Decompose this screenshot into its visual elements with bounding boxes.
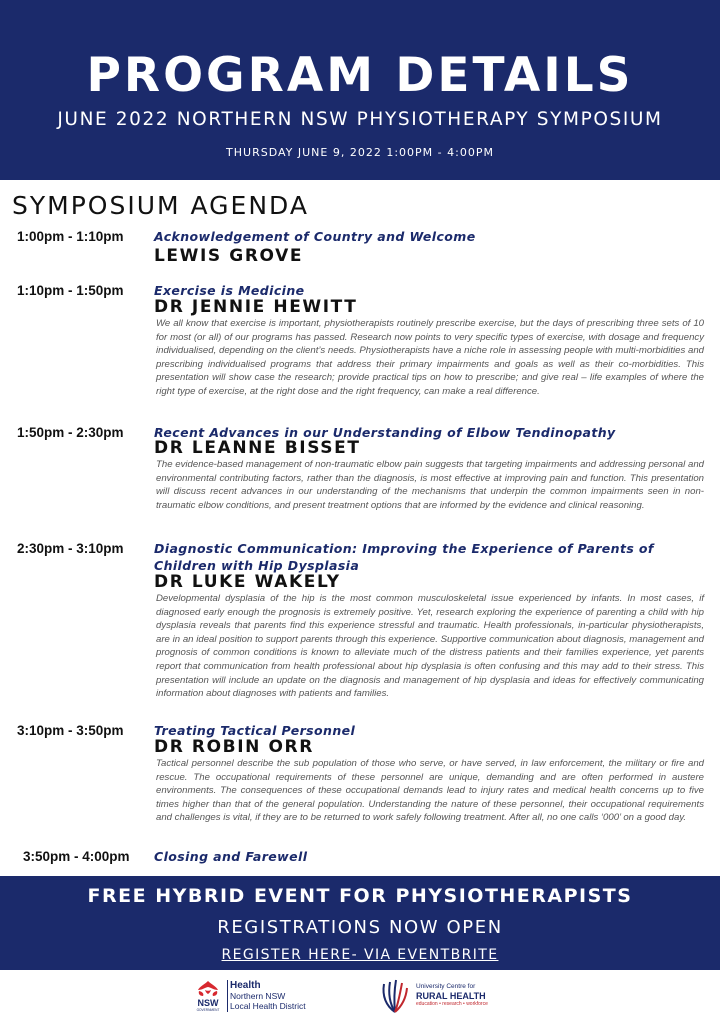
session-topic: Exercise is Medicine [154, 283, 305, 298]
session-time: 1:50pm - 2:30pm [17, 425, 124, 440]
session-topic: Diagnostic Communication: Improving the Experience of Parents of Children with Hip Dysplasia [154, 541, 654, 573]
session-speaker: DR ROBIN ORR [154, 737, 314, 757]
nsw-health-heading: Health [230, 980, 261, 991]
partner-logos [0, 972, 720, 1018]
session-description: The evidence-based management of non-traumatic elbow pain suggests that targeting impairments and addressing personal and environmental contributing factors, rather than the diagnosis, is most effective at improving pain and function. This presentation will discuss recent advances in our understanding of the mechanisms that underpin the common impairments seen in non-traumatic elbow conditions, and present treatment options that are informed by the evidence and clinical reasoning. [156, 459, 704, 511]
register-link-row [0, 946, 720, 964]
nsw-health-logo-text [230, 980, 306, 1011]
session-time: 3:10pm - 3:50pm [17, 723, 124, 738]
session-speaker: DR JENNIE HEWITT [154, 297, 358, 317]
session-time: 1:10pm - 1:50pm [17, 283, 124, 298]
svg-text:GOVERNMENT: GOVERNMENT [196, 1008, 220, 1012]
event-cost-heading: FREE HYBRID EVENT FOR PHYSIOTHERAPISTS [87, 885, 633, 907]
page-title: PROGRAM DETAILS [86, 48, 634, 103]
ucrh-logo-text [416, 983, 488, 1008]
session-topic: Treating Tactical Personnel [154, 723, 356, 738]
session-time: 1:00pm - 1:10pm [17, 229, 124, 244]
session-topic: Closing and Farewell [154, 849, 308, 864]
ucrh-line2: RURAL HEALTH [416, 991, 486, 1001]
session-description: Tactical personnel describe the sub population of those who serve, or have served, in law enforcement, the military or fire and rescue. The occupational requirements of these personnel are unique, demanding and are often performed in austere environments. The consequences of these occupational demands lead to injury rates and medical health concerns up to five times higher than that of the general population. Understanding the nature of these personnel, their occupational requirements and challenges is vital, if they are to be returned to work safely following treatment. After all, no one calls ‘000’ on a good day. [156, 758, 704, 824]
ucrh-tagline: education • research • workforce [416, 1001, 488, 1007]
event-date: THURSDAY JUNE 9, 2022 1:00PM - 4:00PM [226, 146, 494, 159]
register-link[interactable]: REGISTER HERE- VIA EVENTBRITE [221, 947, 499, 963]
svg-text:NSW: NSW [197, 998, 219, 1008]
header-banner [0, 0, 720, 180]
session-description: Developmental dysplasia of the hip is the most common musculoskeletal issue experienced by infants. In most cases, if diagnosed early enough the prognosis is extremely positive. Yet, research exploring the experience of parenting a child with hip dysplasia reveals that parents find this experience stressful and traumatic. Health professionals, in-particular physiotherapists, are in an ideal position to support parents through this experience. Supportive communication about diagnosis, management and prognosis of common conditions is known to alleviate much of the distress patients and their families experience, yet parents report that communication from health professional about hip dysplasia is often confusing and this may add to their stress. This presentation will include an update on the diagnosis and management of hip dysplasia and ideas for effectively communicating information about diagnoses with patients and families. [156, 593, 704, 700]
waratah-icon [190, 978, 226, 1014]
session-speaker: DR LUKE WAKELY [154, 572, 341, 592]
ucrh-line1: University Centre for [416, 983, 476, 990]
session-time: 2:30pm - 3:10pm [17, 541, 124, 556]
agenda-heading: SYMPOSIUM AGENDA [12, 191, 309, 220]
session-topic: Recent Advances in our Understanding of Elbow Tendinopathy [154, 425, 616, 440]
event-subtitle: JUNE 2022 NORTHERN NSW PHYSIOTHERAPY SYMPOSIUM [57, 109, 663, 130]
logo-divider [227, 980, 228, 1012]
session-speaker: LEWIS GROVE [154, 246, 304, 266]
session-topic: Acknowledgement of Country and Welcome [154, 229, 476, 244]
session-description: We all know that exercise is important, physiotherapists routinely prescribe exercise, but the days of prescribing three sets of 10 for most (or all) of our programs has passed. Research now points to very specific types of exercise, with dosage and frequency individualised, depending on the client’s needs. Physiotherapists have a niche role in assessing people with multi-morbidities and prescribing individualised programs that address their primary impairments and goals as well as their co-morbidities. This presentation will show case the research; provide practical tips on how to prescribe; and give real – life examples of where the right type of exercise, at the right dose and the right frequency, can make a real difference. [156, 318, 704, 397]
footer-banner [0, 876, 720, 970]
session-speaker: DR LEANNE BISSET [154, 438, 361, 458]
ucrh-emblem-icon [378, 976, 412, 1014]
session-time: 3:50pm - 4:00pm [23, 849, 130, 864]
registration-status: REGISTRATIONS NOW OPEN [217, 917, 503, 938]
nsw-health-line1: Northern NSW [230, 991, 286, 1001]
nsw-health-line2: Local Health District [230, 1001, 306, 1011]
